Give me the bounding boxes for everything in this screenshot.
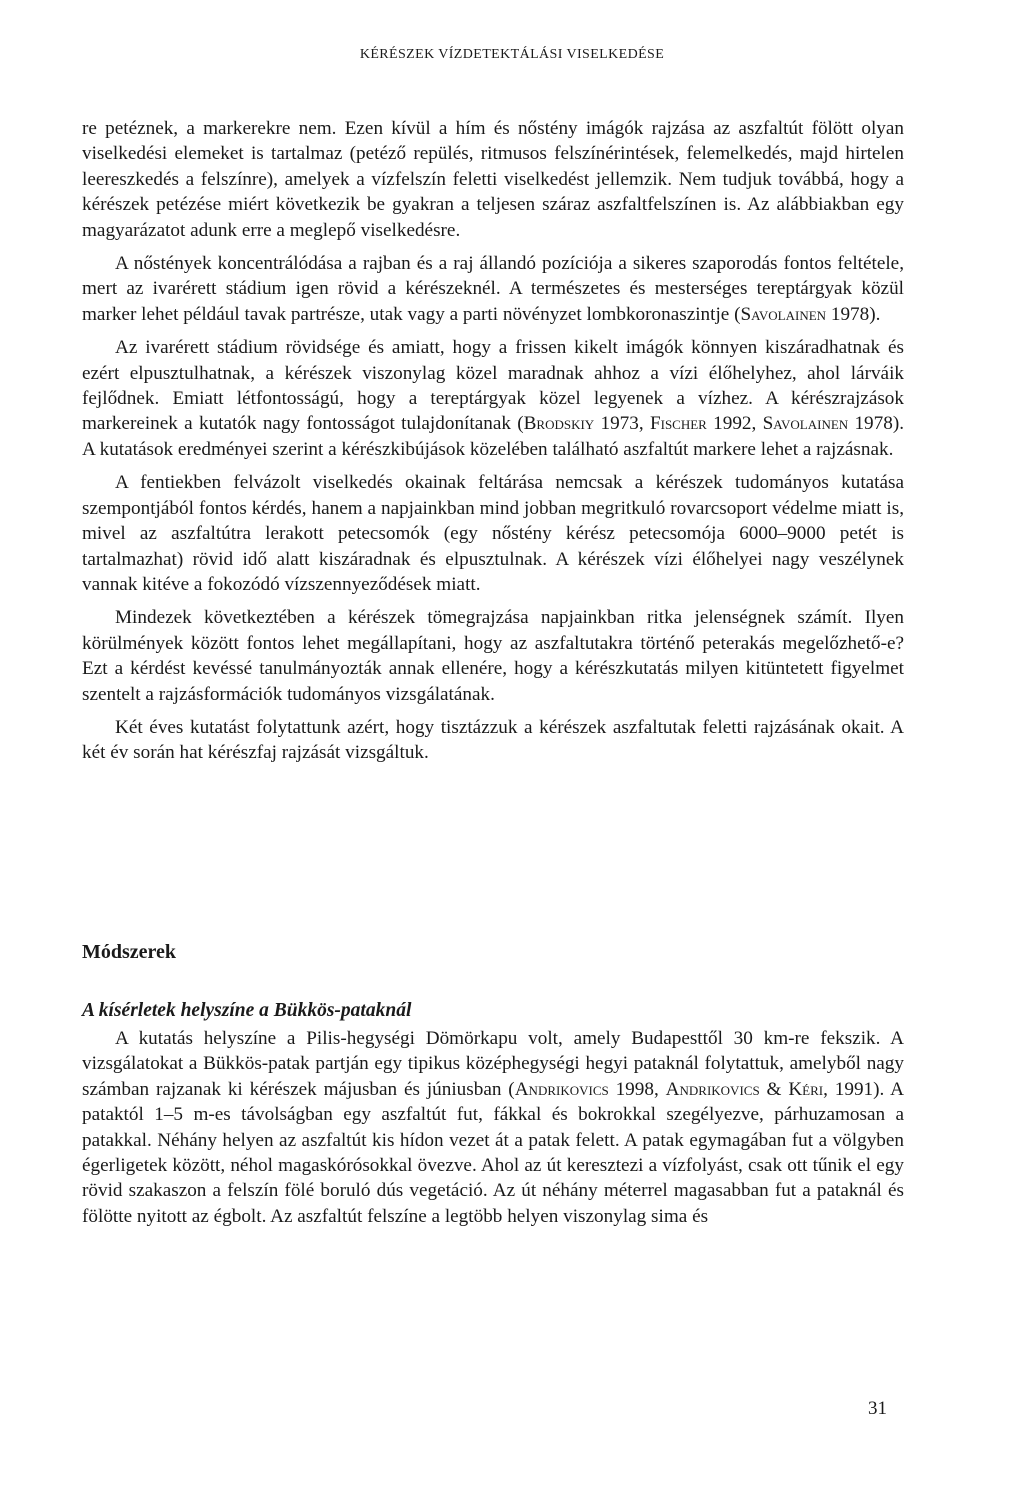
citation: Savolainen 1978 bbox=[740, 303, 870, 325]
paragraph-2: A nőstények koncentrálódása a rajban és a raj állandó pozíciója a sikeres szaporodás fontos feltétele, mert az ivarérett stádium igen rövid a kérészeknél. A természetes és mesterséges tereptárgyak közül marker lehet például tavak partrésze, utak vagy a parti növényzet lombkoronaszintje (Savolainen 1978). bbox=[82, 253, 904, 325]
citation: Brodskiy 1973 bbox=[523, 413, 639, 435]
paragraph-1: re petéznek, a markerekre nem. Ezen kívül a hím és nőstény imágók rajzása az aszfaltút fölött olyan viselkedési elemeket is tartalmaz (petéző repülés, ritmusos felszínérintések, felemelkedés, majd hirtelen leereszkedés a felszínre), amelyek a vízfelszín feletti viselkedést jellemzik. Nem tudjuk továbbá, hogy a kérészek petézése miért következik be gyakran a teljesen száraz aszfaltfelszínen is. Az alábbiakban egy magyarázatot adunk erre a meglepő viselkedésre. bbox=[82, 118, 904, 241]
citation: Fischer 1992 bbox=[649, 413, 752, 435]
subsection-heading: A kísérletek helyszíne a Bükkös-pataknál bbox=[82, 1000, 412, 1021]
citation: Andrikovics 1998 bbox=[514, 1078, 654, 1100]
page-number: 31 bbox=[868, 1398, 887, 1419]
citation: Savolainen 1978 bbox=[762, 413, 893, 435]
paragraph-3: Az ivarérett stádium rövidsége és amiatt, hogy a frissen kikelt imágók könnyen kiszáradhatnak és ezért elpusztulhatnak, a kérészek viszonylag közel maradnak ahhoz a vízi élőhelyhez, ahol lárváik fejlődnek. Emiatt létfontosságú, hogy a tereptárgyak közel legyenek a vízhez. A kérészrajzások markereinek a kutatók nagy fontosságot tulajdonítanak (Brodskiy 1973, Fischer 1992, Savolainen 1978). A kutatások eredményei szerint a kérészkibújások közelében található aszfaltút markere lehet a rajzásnak. bbox=[82, 337, 905, 460]
methods-text bbox=[82, 1026, 904, 1229]
paragraph-4: A fentiekben felvázolt viselkedés okainak feltárása nemcsak a kérészek tudományos kutatása szempontjából fontos kérdés, hanem a napjainkban mind jobban megritkuló rovarcsoport védelme miatt is, mivel az aszfaltútra lerakott petecsomók (egy nőstény kérész petecsomója 6000–9000 petét is tartalmazhat) rövid idő alatt kiszáradnak és elpusztulnak. A kérészek vízi élőhelyei nagy veszélynek vannak kitéve a fokozódó vízszennyeződések miatt. bbox=[82, 472, 904, 595]
paragraph-5: Mindezek következtében a kérészek tömegrajzása napjainkban ritka jelenségnek számít. Ilyen körülmények között fontos lehet megállapítani, hogy az aszfaltutakra történő peterakás megelőzhető-e? Ezt a kérdést kevéssé tanulmányozták annak ellenére, hogy a kérészkutatás milyen kitüntetett figyelmet szentelt a rajzásformációk tudományos vizsgálatának. bbox=[82, 607, 904, 705]
paragraph-6: Két éves kutatást folytattunk azért, hogy tisztázzuk a kérészek aszfaltutak feletti rajzásának okait. A két év során hat kérészfaj rajzását vizsgáltuk. bbox=[82, 716, 904, 764]
citation: Andrikovics & Kéri, 1991 bbox=[665, 1078, 874, 1100]
intro-text bbox=[82, 116, 904, 766]
section-heading: Módszerek bbox=[82, 941, 177, 963]
methods-paragraph: A kutatás helyszíne a Pilis-hegységi Dömörkapu volt, amely Budapesttől 30 km-re fekszik. A vizsgálatokat a Bükkös-patak partján egy tipikus középhegységi hegyi pataknál folytattuk, amelyből nagy számban rajzanak ki kérészek májusban és júniusban (Andrikovics 1998, Andrikovics & Kéri, 1991). A pataktól 1–5 m-es távolságban egy aszfaltút fut, fákkal és bokrokkal szegélyezve, párhuzamosan a patakkal. Néhány helyen az aszfaltút kis hídon vezet át a patak felett. A patak egymagában fut a völgyben égerligetek között, néhol magaskórósokkal övezve. Ahol az út keresztezi a vízfolyást, csak ott tűnik el egy rövid szakaszon a felszín fölé boruló dús vegetáció. Az út néhány méterrel magasabban fut a pataknál és fölötte nyitott az égbolt. Az aszfaltút felszíne a legtöbb helyen viszonylag sima és bbox=[82, 1028, 905, 1227]
running-header: KÉRÉSZEK VÍZDETEKTÁLÁSI VISELKEDÉSE bbox=[359, 47, 665, 62]
